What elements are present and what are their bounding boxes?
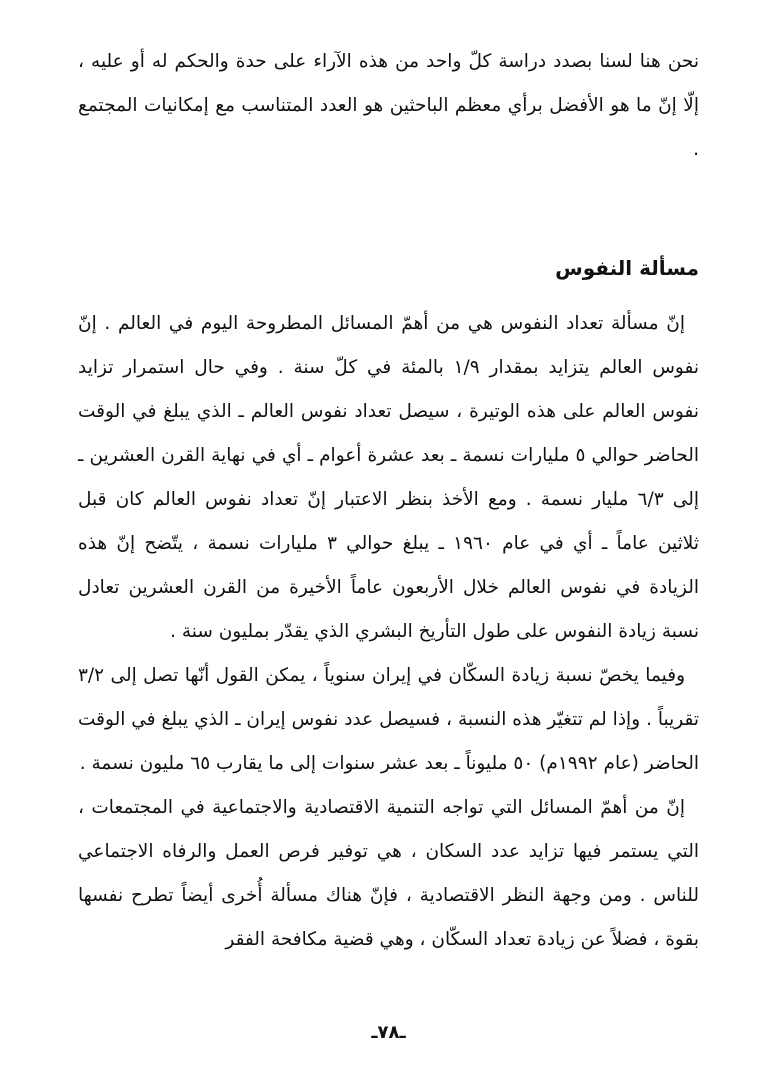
book-page <box>78 40 699 962</box>
page-number: ـ٧٨ـ <box>371 1022 406 1043</box>
section-heading: مسألة النفوس <box>555 256 699 280</box>
body-paragraph-3: إنّ من أهمّ المسائل التي تواجه التنمية الاقتصادية والاجتماعية في المجتمعات ، التي يستمر فيها تزايد عدد السكان ، هي توفير فرص العمل والرفاه الاجتماعي للناس . ومن وجهة النظر الاقتصادية ، فإنّ هناك مسألة أُخرى أيضاً تطرح نفسها بقوة ، فضلاً عن زيادة تعداد السكّان ، وهي قضية مكافحة الفقر <box>78 797 699 950</box>
body-paragraph-1: إنّ مسألة تعداد النفوس هي من أهمّ المسائل المطروحة اليوم في العالم . إنّ نفوس العالم يتزايد بمقدار ١/٩ بالمئة في كلّ سنة . وفي حال استمرار تزايد نفوس العالم على هذه الوتيرة ، سيصل تعداد نفوس العالم ـ الذي يبلغ في الوقت الحاضر حوالي ٥ مليارات نسمة ـ بعد عشرة أعوام ـ أي في نهاية القرن العشرين ـ إلى ٦/٣ مليار نسمة . ومع الأخذ بنظر الاعتبار إنّ تعداد نفوس العالم كان قبل ثلاثين عاماً ـ أي في عام ١٩٦٠ ـ يبلغ حوالي ٣ مليارات نسمة ، يتّضح إنّ هذه الزيادة في نفوس العالم خلال الأربعون عاماً الأخيرة من القرن العشرين تعادل نسبة زيادة النفوس على طول التأريخ البشري الذي يقدّر بمليون سنة . <box>78 313 699 642</box>
intro-paragraph: نحن هنا لسنا بصدد دراسة كلّ واحد من هذه الآراء على حدة والحكم له أو عليه ، إلّا إنّ ما هو الأفضل برأي معظم الباحثين هو العدد المتناسب مع إمكانيات المجتمع . <box>78 51 699 160</box>
body-paragraph-2: وفيما يخصّ نسبة زيادة السكّان في إيران سنوياً ، يمكن القول أنّها تصل إلى ٣/٢ تقريباً . وإذا لم تتغيّر هذه النسبة ، فسيصل عدد نفوس إيران ـ الذي يبلغ في الوقت الحاضر (عام ١٩٩٢م) ٥٠ مليوناً ـ بعد عشر سنوات إلى ما يقارب ٦٥ مليون نسمة . <box>78 665 699 774</box>
